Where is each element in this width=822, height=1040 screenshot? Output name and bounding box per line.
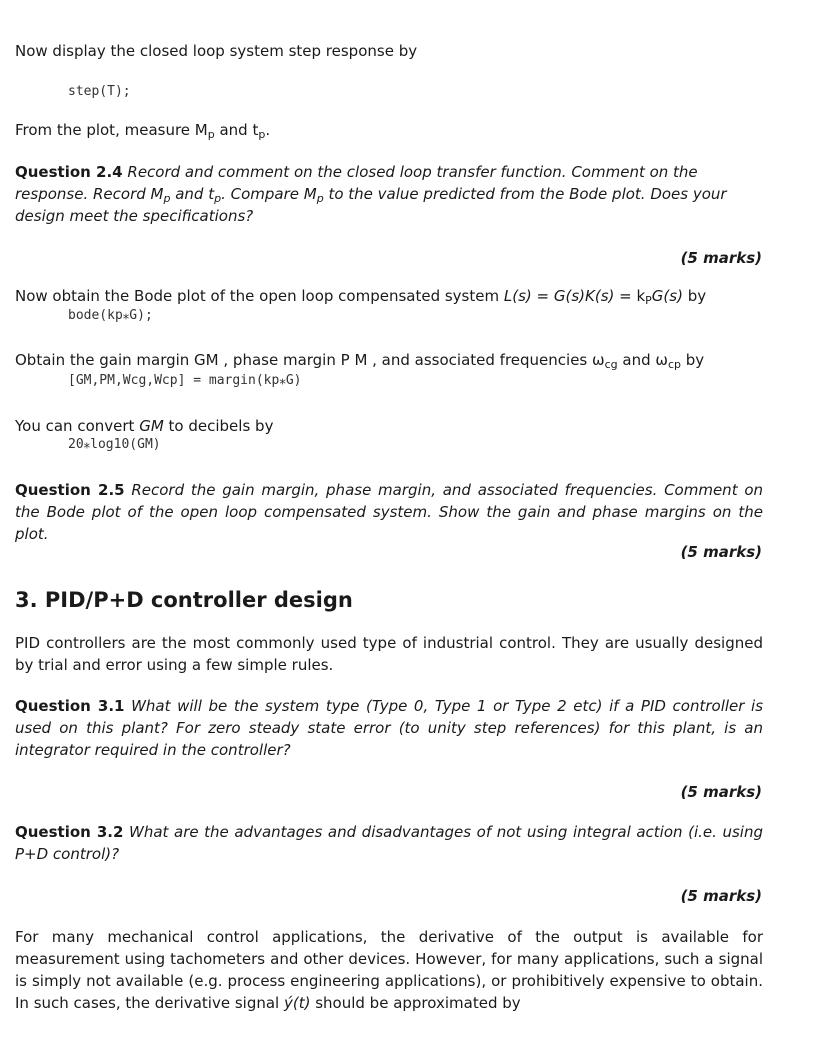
code-step: step(T); [68, 84, 131, 99]
paragraph-bode-open-loop: Now obtain the Bode plot of the open loop compensated system $L(s) = G(s)K(s) = k_PG(s)$ by [15, 287, 707, 307]
code-bode: bode(kp⁎G); [68, 308, 153, 323]
question-3-1: Question 3.1 What will be the system type (Type 0, Type 1 or Type 2 etc) if a PID controller is used on this plant? For zero steady state error (to unity step references) for this plant, is an integrator required in the controller? [15, 697, 764, 759]
paragraph-pid-intro: PID controllers are the most commonly used type of industrial control. They are usually designed by trial and error using a few simple rules. [15, 634, 763, 674]
code-margin: [GM,PM,Wcg,Wcp] = margin(kp⁎G) [68, 373, 302, 388]
question-2-5: Question 2.5 Record the gain margin, phase margin, and associated frequencies. Comment on the Bode plot of the open loop compensated system. Show the gain and phase margins on the plot. [15, 481, 763, 543]
section-heading-pid: 3. PID/P+D controller design [15, 588, 353, 612]
paragraph-margins: Obtain the gain margin GM , phase margin P M , and associated frequencies $\omega_{cg}$ and $\omega_{cp}$ by [15, 351, 705, 371]
paragraph-measure: From the plot, measure $M_p$ and $t_p$. [15, 121, 271, 141]
paragraph-derivative: For many mechanical control applications, the derivative of the output is available for measurement using tachometers and other devices. However, for many applications, such a signal is simply not available (e.g. process engineering applications), or prohibitively expensive to obtain. In such cases, the derivative signal ý(t) should be approximated by [15, 928, 763, 1012]
question-2-4: Question 2.4 Record and comment on the closed loop transfer function. Comment on the response. Record $M_p$ and $t_p$. Compare $M_p$ to the value predicted from the Bode plot. Does your design meet the specifications? [15, 163, 727, 225]
marks-2-5: (5 marks) [680, 543, 762, 561]
marks-3-1: (5 marks) [680, 783, 762, 801]
paragraph-convert-db: You can convert GM to decibels by [15, 417, 274, 435]
paragraph-step-intro: Now display the closed loop system step response by [15, 42, 418, 60]
marks-2-4: (5 marks) [680, 249, 762, 267]
code-log10: 20⁎log10(GM) [68, 437, 161, 452]
marks-3-2: (5 marks) [680, 887, 762, 905]
question-3-2: Question 3.2 What are the advantages and disadvantages of not using integral action (i.e. using P+D control)? [15, 823, 763, 863]
